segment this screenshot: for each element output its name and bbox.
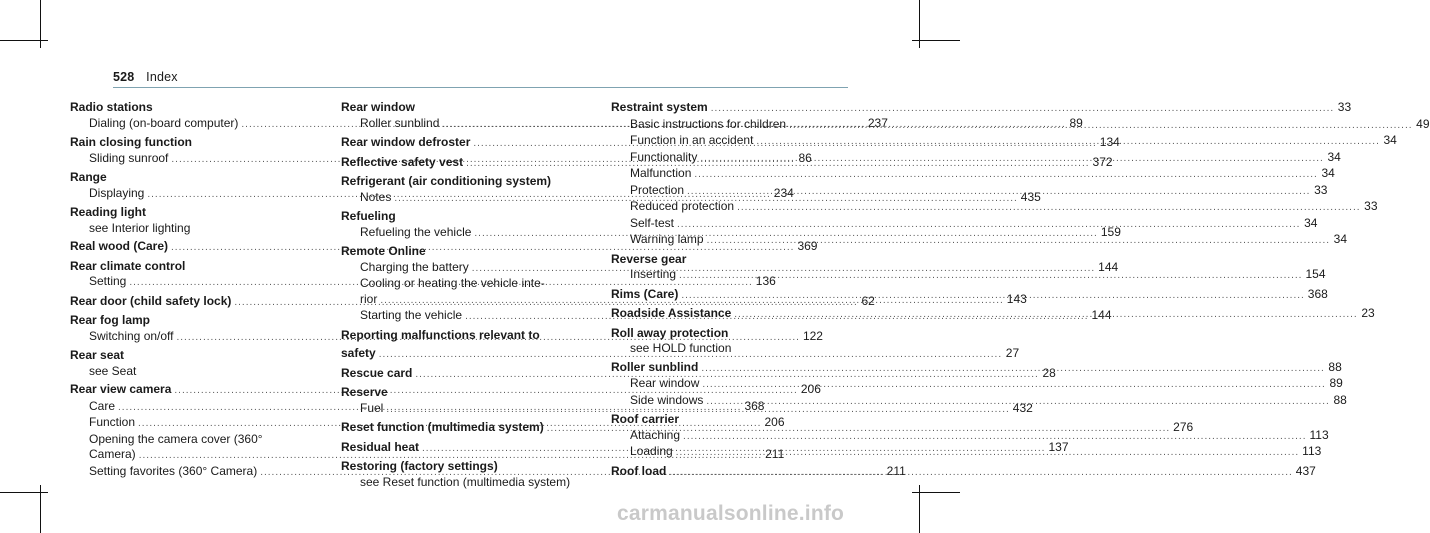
leader-dots [789,115,1412,134]
leader-dots [734,307,1357,323]
subentry-text: Notes [360,189,392,204]
subentry-text: Roller sunblind [360,115,440,130]
crop-mark [0,40,48,41]
leader-dots [702,377,1325,393]
page-ref: 206 [764,415,785,429]
page-ref: 134 [1099,135,1120,149]
subentry-text: Functionality [630,149,698,164]
entry-title: Real wood (Care) [70,239,169,253]
page-ref: 33 [1364,199,1378,213]
page-ref: 34 [1304,215,1318,230]
subentry [611,267,1326,284]
entry-title: Refrigerant (air conditioning system) [341,174,552,188]
entry-heading [611,100,1352,117]
subentry-text: Starting the vehicle [360,308,463,322]
page-ref: 88 [1328,359,1342,374]
entry-title: Rear view camera [70,382,172,396]
subentry-text: Refueling the vehicle [360,224,472,239]
page-ref: 437 [1295,463,1316,478]
subentry-text: Protection [630,182,685,197]
page-ref: 211 [886,463,906,478]
page-ref: 237 [867,115,888,130]
subentry-text: see HOLD function [630,341,732,355]
subentry-text: Setting favorites (360° Camera) [89,463,258,478]
subentry-text: rior [360,291,378,306]
subentry-text: Care [89,398,116,413]
subentry-text: Malfunction [630,166,692,180]
page-ref: 372 [1092,154,1113,169]
entry-title: Rear seat [70,348,125,362]
page-ref: 234 [773,185,794,200]
subentry-text: Switching on/off [89,328,174,343]
leader-dots [679,268,1302,284]
page-ref: 211 [765,447,785,461]
subentry-text: Displaying [89,185,145,200]
crop-mark [912,40,960,41]
entry-title: Range [70,170,107,184]
page-ref: 144 [1091,308,1112,322]
page-ref: 144 [1098,259,1119,274]
index-entry [341,459,571,490]
entry-title: Reading light [70,205,146,219]
entry-title: Rear window [341,100,416,114]
index-entry [70,205,296,236]
entry-title: Rear fog lamp [70,313,151,327]
subentry [611,232,1348,249]
subentry-text: Sliding sunroof [89,150,169,165]
index-entry [611,326,837,357]
page-ref: 62 [861,293,875,308]
page-ref: 122 [802,328,823,343]
entry-title: Rear window defroster [341,135,471,149]
leader-dots [681,288,1304,304]
entry-title: Roof carrier [611,412,680,426]
page-ref: 86 [798,150,812,165]
leader-dots [756,134,1379,150]
page-ref: 113 [1302,444,1322,458]
subentry-text: see Reset function (multimedia system) [360,474,571,489]
entry-title: Restoring (factory settings) [341,459,498,473]
subentry [611,376,1343,393]
page-ref: 276 [1173,420,1194,434]
entry-title: Radio stations [70,100,153,114]
leader-dots [701,361,1324,377]
subentry-text: Side windows [630,392,704,407]
leader-dots [706,394,1329,410]
watermark: carmanualsonline.info [617,502,845,525]
page-ref: 34 [1333,232,1348,246]
page-ref: 435 [1020,189,1041,204]
leader-dots [700,151,1323,167]
entry-title: Reverse gear [611,251,687,266]
entry-title: Rear climate control [70,258,186,273]
index-entry [70,348,296,379]
subentry-text: Warning lamp [630,232,704,246]
page-ref: 143 [1006,291,1027,306]
page-ref: 23 [1361,306,1375,320]
subentry-text: Fuel [360,400,384,415]
leader-dots [707,233,1330,249]
subentry-text: Loading [630,444,673,458]
leader-dots [737,200,1360,216]
subentry-text: Self-test [630,215,675,230]
subentry-text: Dialing (on-board computer) [89,115,239,130]
subentry-text: Charging the battery [360,259,469,274]
crop-mark [0,492,48,493]
entry-title: Roll away protection [611,325,729,340]
page-number: 528 [113,70,135,84]
page-ref: 89 [1329,376,1343,390]
entry-title: Reflective safety vest [341,154,464,169]
page-ref: 154 [1305,267,1326,281]
entry-title: Restraint system [611,100,708,114]
subentry-text: Basic instructions for children [630,116,787,131]
entry-title: Roadside Assistance [611,306,732,320]
subentry-text: Attaching [630,427,681,442]
crop-mark [912,492,960,493]
leader-dots [669,465,1292,481]
subentry-text: Reduced protection [630,199,735,213]
header-rule [113,87,848,88]
entry-title: Residual heat [341,439,420,454]
page-ref: 34 [1383,133,1397,147]
page-ref: 88 [1333,392,1347,407]
page-ref: 33 [1337,100,1352,114]
section-title: Index [146,70,178,84]
leader-dots [711,101,1334,117]
page-ref: 28 [1042,365,1056,380]
entry-title: Refueling [341,209,396,223]
subentry-text: Function [89,415,136,429]
subentry [611,166,1335,183]
page-ref: 368 [1307,286,1328,301]
page-ref: 27 [1005,346,1020,360]
subentry-text: Camera) [89,447,136,461]
leader-dots [687,184,1310,200]
entry-title: Rain closing function [70,135,192,149]
subentry-text: see Seat [89,363,137,378]
entry-title: Remote Online [341,244,426,258]
entry-title: Rescue card [341,365,413,380]
page-ref: 49 [1416,116,1430,131]
subentry-text: Cooling or heating the vehicle inte- [360,276,545,290]
subentry-text: Rear window [630,376,700,390]
entry-title: safety [341,346,376,360]
entry-title: Roller sunblind [611,359,699,374]
entry-title: Reset function (multimedia system) [341,420,544,434]
page-ref: 159 [1100,224,1121,239]
entry-title: Rear door (child safety lock) [70,293,232,308]
page-header [113,70,178,84]
page-ref: 432 [1012,400,1033,415]
page-ref: 368 [744,398,765,413]
subentry-text: Opening the camera cover (360° [89,431,263,446]
page-ref: 136 [755,274,776,288]
leader-dots [683,429,1306,445]
subentry-text: Function in an accident [630,133,754,147]
page-ref: 113 [1309,427,1329,442]
page-ref: 34 [1321,166,1335,180]
leader-dots [676,445,1299,461]
subentry-text: see Interior lighting [89,220,191,235]
subentry-text: Inserting [630,267,677,281]
entry-title: Reserve [341,385,388,399]
subentry-text: Setting [89,274,127,288]
entry-title: Reporting malfunctions relevant to [341,327,540,342]
leader-dots [694,167,1317,183]
page-ref: 34 [1327,149,1341,164]
page-ref: 137 [1048,439,1069,454]
page-ref: 89 [1069,115,1083,130]
page-ref: 206 [800,382,821,396]
subentry [611,199,1378,216]
leader-dots [677,217,1300,233]
index-entry [341,328,567,344]
page-ref: 33 [1314,182,1328,197]
entry-title: Rims (Care) [611,286,679,301]
page-ref: 369 [797,239,818,253]
entry-title: Roof load [611,463,667,478]
